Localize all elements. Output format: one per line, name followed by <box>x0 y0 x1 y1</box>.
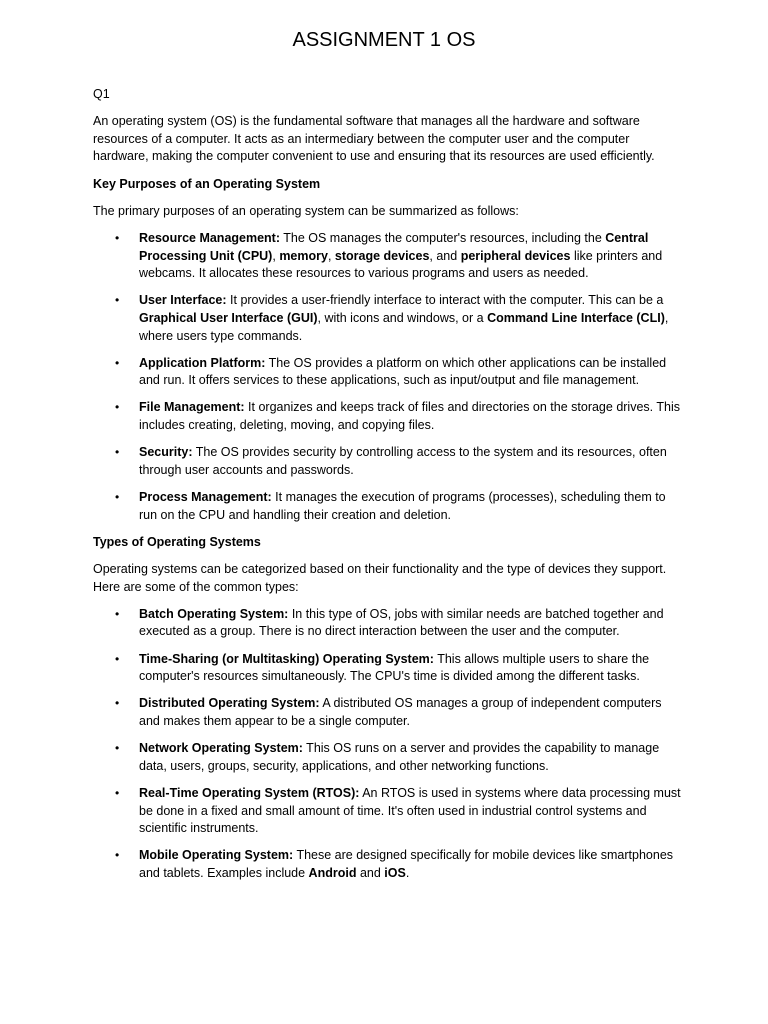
list-item-text: , and <box>429 248 461 263</box>
purpose-item-user-interface <box>93 292 683 345</box>
document-body <box>93 86 683 892</box>
purpose-item-file-management <box>93 399 683 434</box>
list-item-text: This allows multiple users to share the computer's resources simultaneously. The CPU's time is divided among the different tasks. <box>139 651 650 684</box>
bullet-icon: • <box>115 785 120 800</box>
list-item-term: Time-Sharing (or Multitasking) Operating System: <box>139 651 434 666</box>
list-item-term: Process Management: <box>139 490 272 505</box>
list-item-term: User Interface: <box>139 293 227 308</box>
list-item-text: , where users type commands. <box>139 310 669 343</box>
question-label: Q1 <box>93 87 110 101</box>
list-item-emphasis: Android <box>308 865 357 880</box>
list-item-term: Distributed Operating System: <box>139 696 320 711</box>
bullet-icon: • <box>115 606 120 621</box>
bullet-icon: • <box>115 400 120 415</box>
list-item-text: . <box>405 865 410 880</box>
list-item-text: , with icons and windows, or a <box>317 310 488 325</box>
list-item-text: like printers and webcams. It allocates these resources to various programs and users as needed. <box>139 248 663 281</box>
type-item-real-time <box>93 785 683 838</box>
list-item-term: Security: <box>139 445 193 460</box>
types-lead: Operating systems can be categorized based on their functionality and the type of devices they support. Here are some of the common types: <box>93 562 667 594</box>
intro-paragraph: An operating system (OS) is the fundamental software that manages all the hardware and software resources of a computer. It acts as an intermediary between the computer user and the computer hardware, making the computer convenient to use and ensuring that its resources are used efficiently. <box>93 114 655 164</box>
bullet-icon: • <box>115 741 120 756</box>
type-item-mobile <box>93 847 683 882</box>
purposes-list <box>93 230 683 524</box>
purpose-item-resource-management <box>93 230 683 283</box>
type-item-distributed <box>93 695 683 730</box>
bullet-icon: • <box>115 490 120 505</box>
list-item-text: , <box>272 248 280 263</box>
purpose-item-process-management <box>93 489 683 524</box>
list-item-text: , <box>327 248 335 263</box>
list-item-text: and <box>356 865 385 880</box>
bullet-icon: • <box>115 651 120 666</box>
bullet-icon: • <box>115 293 120 308</box>
list-item-text: This OS runs on a server and provides the capability to manage data, users, groups, security, applications, and other networking functions. <box>139 741 660 773</box>
list-item-text: It manages the execution of programs (processes), scheduling them to run on the CPU and handling their creation and deletion. <box>139 490 666 522</box>
list-item-text: The OS provides a platform on which other applications can be installed and run. It offers services to these applications, such as input/output and file management. <box>139 355 667 388</box>
list-item-term: Resource Management: <box>139 230 281 245</box>
list-item-emphasis: iOS <box>384 865 406 880</box>
list-item-emphasis: Command Line Interface (CLI) <box>487 310 665 325</box>
list-item-emphasis: Graphical User Interface (GUI) <box>139 310 318 325</box>
bullet-icon: • <box>115 445 120 460</box>
type-item-time-sharing <box>93 651 683 686</box>
purposes-heading: Key Purposes of an Operating System <box>93 176 321 191</box>
bullet-icon: • <box>115 355 120 370</box>
purpose-item-application-platform <box>93 355 683 390</box>
bullet-icon: • <box>115 848 120 863</box>
type-item-network <box>93 740 683 775</box>
list-item-text: It organizes and keeps track of files and directories on the storage drives. This includes creating, deleting, moving, and copying files. <box>139 400 680 433</box>
purpose-item-security <box>93 444 683 479</box>
types-heading: Types of Operating Systems <box>93 534 261 549</box>
list-item-text: An RTOS is used in systems where data processing must be done in a fixed and small amount of time. It's often used in industrial control systems and scientific instruments. <box>139 785 681 836</box>
list-item-text: A distributed OS manages a group of independent computers and makes them appear to be a single computer. <box>139 696 662 728</box>
list-item-emphasis: peripheral devices <box>460 248 571 263</box>
list-item-term: Mobile Operating System: <box>139 848 294 863</box>
list-item-term: File Management: <box>139 400 245 415</box>
list-item-emphasis: storage devices <box>334 248 430 263</box>
list-item-text: The OS manages the computer's resources, including the <box>280 230 606 245</box>
list-item-text: It provides a user-friendly interface to interact with the computer. This can be a <box>226 293 664 308</box>
list-item-text: In this type of OS, jobs with similar needs are batched together and executed as a group. There is no direct interaction between the user and the computer. <box>139 606 664 639</box>
list-item-emphasis: memory <box>279 248 328 263</box>
list-item-text: These are designed specifically for mobile devices like smartphones and tablets. Examples include <box>139 848 674 880</box>
purposes-lead: The primary purposes of an operating system can be summarized as follows: <box>93 203 519 218</box>
list-item-term: Batch Operating System: <box>139 606 289 621</box>
bullet-icon: • <box>115 696 120 711</box>
types-list <box>93 606 683 883</box>
list-item-term: Application Platform: <box>139 355 266 370</box>
list-item-term: Network Operating System: <box>139 741 303 756</box>
list-item-term: Real-Time Operating System (RTOS): <box>139 785 360 800</box>
type-item-batch <box>93 606 683 641</box>
list-item-emphasis: Central Processing Unit (CPU) <box>139 230 649 263</box>
bullet-icon: • <box>115 230 120 245</box>
page-title: ASSIGNMENT 1 OS <box>292 29 476 51</box>
list-item-text: The OS provides security by controlling access to the system and its resources, often through user accounts and passwords. <box>139 445 667 477</box>
